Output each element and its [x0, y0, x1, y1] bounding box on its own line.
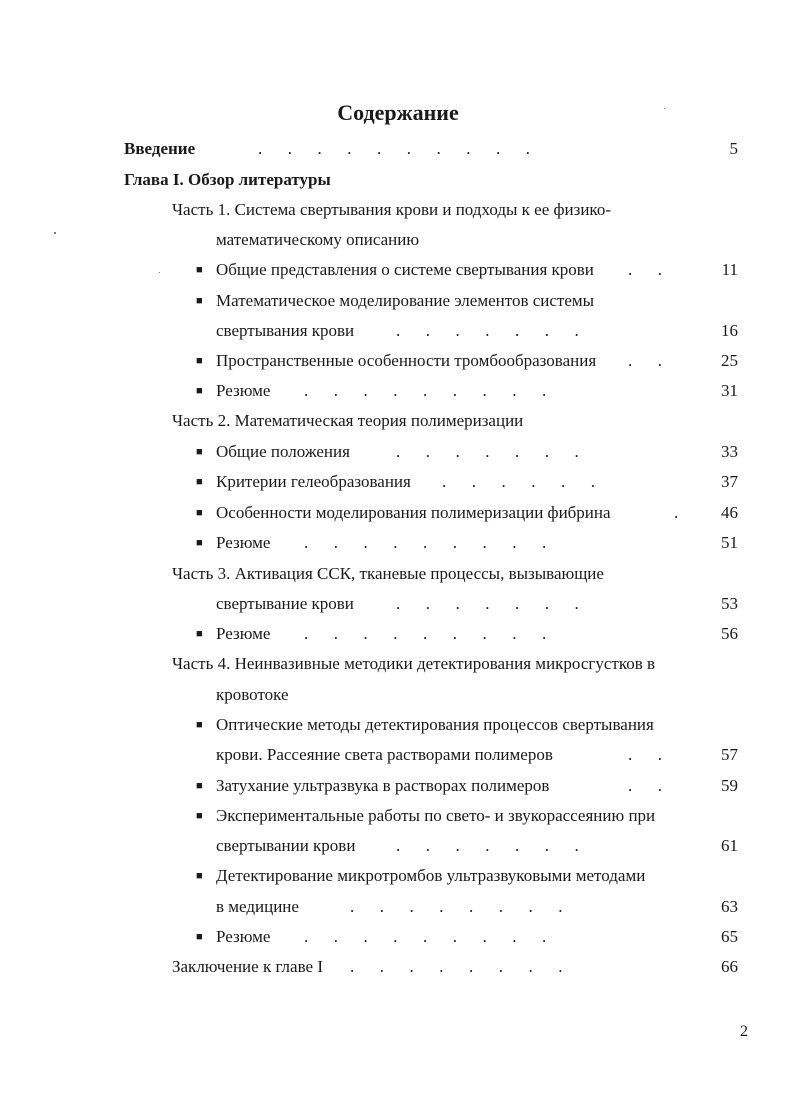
- bullet-icon: ■: [196, 810, 203, 822]
- toc-entry-text: Резюме: [216, 927, 271, 946]
- bullet-icon: ■: [196, 870, 203, 882]
- leader-dots: . . . . . . .: [396, 836, 579, 855]
- toc-entry-text: Общие положения: [216, 442, 350, 461]
- bullet-icon: ■: [196, 295, 203, 307]
- toc-entry-page: 11: [721, 260, 738, 279]
- leader-dots: .: [674, 503, 679, 522]
- toc-entry-text: Резюме: [216, 624, 271, 643]
- bullet-icon: ■: [196, 476, 203, 488]
- bullet-icon: ■: [196, 507, 203, 519]
- toc-entry-page: 53: [721, 594, 738, 613]
- toc-entry-text: Экспериментальные работы по свето- и звукорассеянию при: [216, 806, 656, 825]
- leader-dots: . . . . . . . . .: [304, 533, 547, 552]
- toc-entry-page: 31: [721, 381, 738, 400]
- toc-entry-page: 63: [721, 897, 738, 916]
- toc-part-heading-cont: математическому описанию: [216, 230, 420, 249]
- toc-part-heading: Часть 1. Система свертывания крови и подходы к ее физико-: [172, 200, 611, 219]
- toc-entry-page: 46: [721, 503, 738, 522]
- bullet-icon: ■: [196, 719, 203, 731]
- toc-entry-text: Пространственные особенности тромбообразования: [216, 351, 597, 370]
- leader-dots: . . . . . . . . . .: [258, 139, 530, 158]
- toc-entry-text: Особенности моделирования полимеризации фибрина: [216, 503, 611, 522]
- toc-entry-page: 56: [721, 624, 738, 643]
- toc-entry-page: 61: [721, 836, 738, 855]
- leader-dots: . . . . . . .: [396, 321, 579, 340]
- toc-entry-page: 5: [729, 139, 738, 158]
- scan-speck: [159, 272, 160, 273]
- toc-entry-page: 66: [721, 957, 738, 976]
- page-number: 2: [740, 1023, 748, 1040]
- toc-entry-text: Заключение к главе I: [172, 957, 323, 976]
- leader-dots: . .: [628, 745, 662, 764]
- toc-entry-page: 51: [721, 533, 738, 552]
- bullet-icon: ■: [196, 355, 203, 367]
- toc-entry-page: 59: [721, 776, 738, 795]
- toc-entry-text: свертывание крови: [216, 594, 354, 613]
- toc-entry-page: 16: [721, 321, 738, 340]
- toc-entry-text: Введение: [124, 139, 196, 158]
- leader-dots: . . . . . . . . .: [304, 381, 547, 400]
- toc-entry-text: свертывании крови: [216, 836, 356, 855]
- leader-dots: . . . . . . . .: [350, 957, 563, 976]
- toc-part-heading: Часть 4. Неинвазивные методики детектирования микросгустков в: [172, 654, 656, 673]
- scan-speck: [664, 108, 665, 109]
- toc-part-heading: Часть 3. Активация ССК, тканевые процессы, вызывающие: [172, 564, 604, 583]
- page-title: Содержание: [337, 100, 459, 125]
- toc-entry-text: Критерии гелеобразования: [216, 472, 411, 491]
- leader-dots: . . . . . . . .: [350, 897, 563, 916]
- toc-entry-page: 57: [721, 745, 738, 764]
- leader-dots: . . . . . . .: [396, 442, 579, 461]
- leader-dots: . . . . . . . . .: [304, 624, 547, 643]
- leader-dots: . .: [628, 776, 662, 795]
- bullet-icon: ■: [196, 446, 203, 458]
- leader-dots: . .: [628, 351, 662, 370]
- bullet-icon: ■: [196, 537, 203, 549]
- toc-part-heading-cont: кровотоке: [216, 685, 289, 704]
- toc-part-heading: Часть 2. Математическая теория полимеризации: [172, 411, 524, 430]
- scan-speck: [54, 232, 56, 234]
- toc-entry-text: Математическое моделирование элементов системы: [216, 291, 595, 310]
- bullet-icon: ■: [196, 264, 203, 276]
- toc-entry-page: 33: [721, 442, 738, 461]
- bullet-icon: ■: [196, 385, 203, 397]
- toc-entry-page: 25: [721, 351, 738, 370]
- bullet-icon: ■: [196, 780, 203, 792]
- toc-entry-text: Детектирование микротромбов ультразвуковыми методами: [216, 866, 646, 885]
- toc-entry-text: Затухание ультразвука в растворах полимеров: [216, 776, 550, 795]
- toc-entry-text: Резюме: [216, 533, 271, 552]
- toc-entry-page: 37: [721, 472, 738, 491]
- toc-entry-text: Общие представления о системе свертывания крови: [216, 260, 594, 279]
- toc-entry-text: свертывания крови: [216, 321, 355, 340]
- toc-entry-page: 65: [721, 927, 738, 946]
- toc-chapter-heading: Глава I. Обзор литературы: [124, 170, 331, 189]
- leader-dots: . .: [628, 260, 662, 279]
- bullet-icon: ■: [196, 931, 203, 943]
- leader-dots: . . . . . . . . .: [304, 927, 547, 946]
- toc-entry-text: Резюме: [216, 381, 271, 400]
- bullet-icon: ■: [196, 628, 203, 640]
- toc-entry-text: крови. Рассеяние света растворами полимеров: [216, 745, 553, 764]
- leader-dots: . . . . . . .: [396, 594, 579, 613]
- toc-entry-text: в медицине: [216, 897, 299, 916]
- toc-entry-text: Оптические методы детектирования процессов свертывания: [216, 715, 654, 734]
- leader-dots: . . . . . .: [442, 472, 595, 491]
